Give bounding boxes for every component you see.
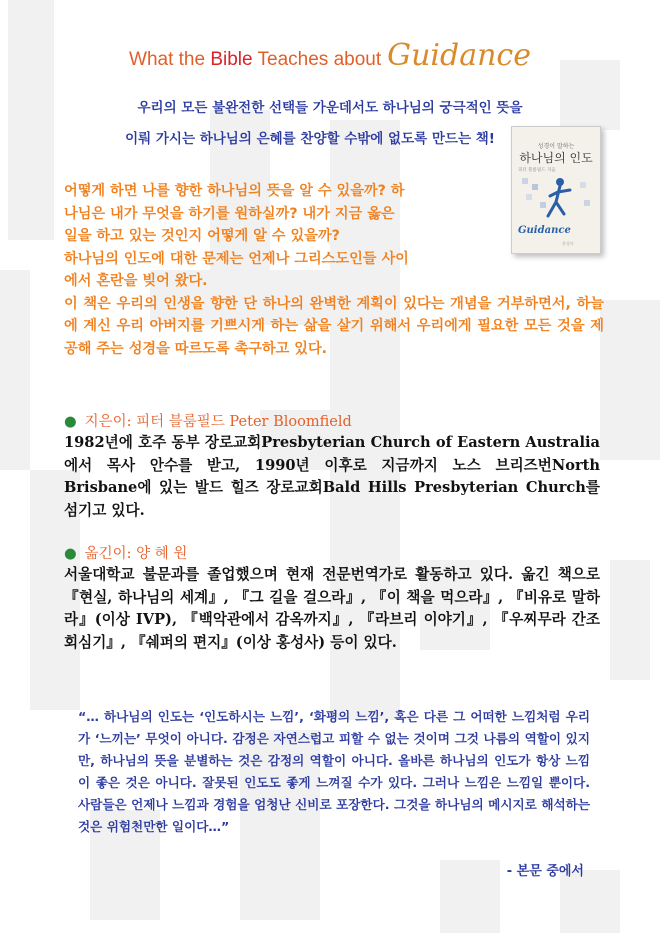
intro-line-4: 하나님의 인도에 대한 문제는 언제나 그리스도인들 사이 xyxy=(64,250,409,267)
translator-heading xyxy=(64,542,187,563)
book-cover-publisher: 홍성사 xyxy=(562,241,574,246)
title-middle: Teaches about xyxy=(252,49,382,70)
author-heading-text: 지은이: 피터 블룸필드 Peter Bloomfield xyxy=(84,414,352,430)
book-quote: “… 하나님의 인도는 ‘인도하시는 느낌’, ‘화평의 느낌’, 혹은 다른 그 어떠한 느낌처럼 우리가 ‘느끼는’ 무엇이 아니다. 감정은 자연스럽고 피할 수 없는 것이며 그것 나름의 역할이 있지만, 하나님의 뜻을 분별하는 것은 감정의 역할이 아니다. 올바른 하나님의 인도가 항상 느낌이 좋은 것은 아니다. 잘못된 인도도 좋게 느껴질 수가 있다. 그러나 느낌은 느낌일 뿐이다. 사람들은 언제나 느낌과 경험을 엄청난 신비로 포장한다. 그것을 하나님의 메시지로 해석하는 것은 위험천만한 일이다…” xyxy=(78,709,590,834)
intro-line-5: 에서 혼란을 빚어 왔다. xyxy=(64,273,208,289)
title-bible: Bible xyxy=(210,49,253,70)
tagline-line-1: 우리의 모든 불완전한 선택들 가운데서도 하나님의 궁극적인 뜻을 xyxy=(137,100,523,116)
author-heading xyxy=(64,410,352,431)
title-guidance: Guidance xyxy=(387,38,531,73)
translator-heading-text: 옮긴이: 양 혜 원 xyxy=(84,546,188,562)
book-cover-author: 피터 블룸필드 지음 xyxy=(518,168,556,173)
intro-line-2: 나님은 내가 무엇을 하기를 원하실까? 내가 지금 옳은 xyxy=(64,205,395,222)
book-cover-subtitle: 성경이 말하는 xyxy=(537,143,575,150)
tagline-line-2: 이뤄 가시는 하나님의 은혜를 찬양할 수밖에 없도록 만드는 책! xyxy=(125,131,495,147)
bullet-icon: ● xyxy=(64,546,77,562)
book-cover-title: 하나님의 인도 xyxy=(519,151,593,165)
quote-source: - 본문 중에서 xyxy=(506,864,584,879)
intro-line-1: 어떻게 하면 나를 향한 하나님의 뜻을 알 수 있을까? 하 xyxy=(64,183,405,199)
author-bio: 1982년에 호주 동부 장로교회Presbyterian Church of Eastern Australia에서 목사 안수를 받고, 1990년 이후로 지금까지 노스 브리즈번North Brisbane에 있는 발드 힐즈 장로교회Bald Hills Presbyterian Church를 섬기고 있다. xyxy=(64,434,600,519)
intro-paragraph-2: 이 책은 우리의 인생을 향한 단 하나의 완벽한 계획이 있다는 개념을 거부하면서, 하늘에 계신 우리 아버지를 기쁘시게 하는 삶을 살기 위해서 우리에게 필요한 모든 것을 제공해 주는 성경을 따르도록 촉구하고 있다. xyxy=(64,295,604,357)
title-prefix: What the xyxy=(129,49,211,70)
intro-line-3: 일을 하고 있는 것인지 어떻게 알 수 있을까? xyxy=(64,228,340,244)
bullet-icon: ● xyxy=(64,414,77,430)
book-cover-english-title: Guidance xyxy=(518,225,571,236)
translator-bio: 서울대학교 불문과를 졸업했으며 현재 전문번역가로 활동하고 있다. 옮긴 책으로 『현실, 하나님의 세계』, 『그 길을 걸으라』, 『이 책을 먹으라』, 『비유로 말하라』(이상 IVP), 『백악관에서 감옥까지』, 『라브리 이야기』, 『우찌무라 간조 회심기』, 『쉐퍼의 편지』(이상 홍성사) 등이 있다. xyxy=(64,566,600,651)
intro-text xyxy=(64,180,604,360)
page-title xyxy=(0,38,660,73)
